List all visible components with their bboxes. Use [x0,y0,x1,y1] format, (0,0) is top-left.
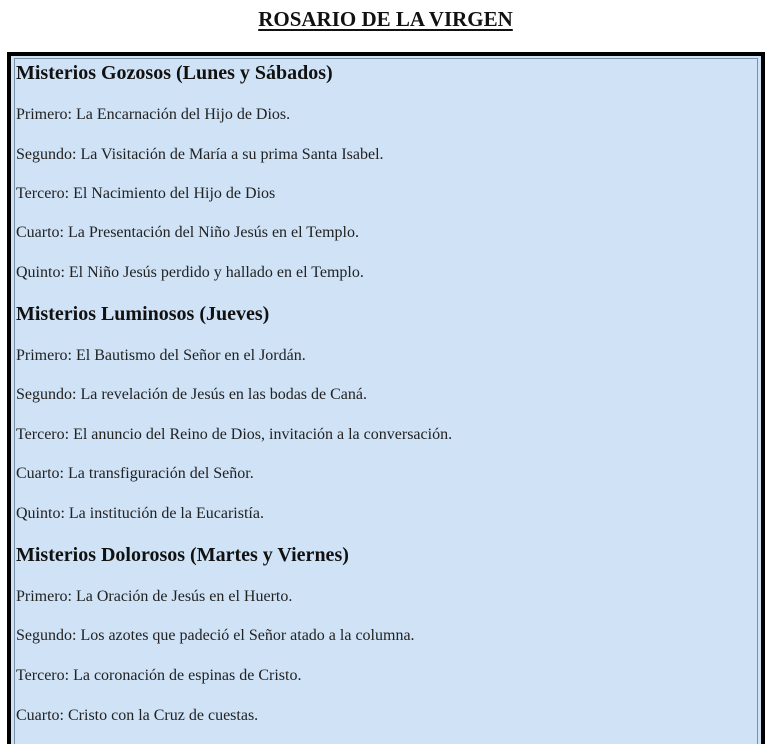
mystery-item: Segundo: Los azotes que padeció el Señor atado a la columna. [16,627,415,644]
mystery-item: Tercero: El Nacimiento del Hijo de Dios [16,185,276,202]
mystery-item: Quinto: La institución de la Eucaristía. [16,505,264,522]
mysteries-box [7,52,765,744]
section-heading-gozosos: Misterios Gozosos (Lunes y Sábados) [16,62,333,84]
mystery-item: Tercero: El anuncio del Reino de Dios, invitación a la conversación. [16,426,453,443]
mystery-item: Primero: El Bautismo del Señor en el Jordán. [16,347,306,364]
mystery-item: Cuarto: La transfiguración del Señor. [16,465,254,482]
mystery-item: Cuarto: Cristo con la Cruz de cuestas. [16,707,259,724]
mystery-item: Segundo: La revelación de Jesús en las bodas de Caná. [16,386,368,403]
page-title: ROSARIO DE LA VIRGEN [258,7,513,31]
mystery-item: Primero: La Encarnación del Hijo de Dios. [16,106,291,123]
mystery-item: Quinto: El Niño Jesús perdido y hallado en el Templo. [16,264,364,281]
mystery-item: Segundo: La Visitación de María a su prima Santa Isabel. [16,146,384,163]
section-heading-luminosos: Misterios Luminosos (Jueves) [16,303,270,325]
mystery-item: Primero: La Oración de Jesús en el Huerto. [16,588,293,605]
mystery-item: Cuarto: La Presentación del Niño Jesús en el Templo. [16,224,359,241]
mystery-item: Tercero: La coronación de espinas de Cristo. [16,667,302,684]
section-heading-dolorosos: Misterios Dolorosos (Martes y Viernes) [16,544,349,566]
